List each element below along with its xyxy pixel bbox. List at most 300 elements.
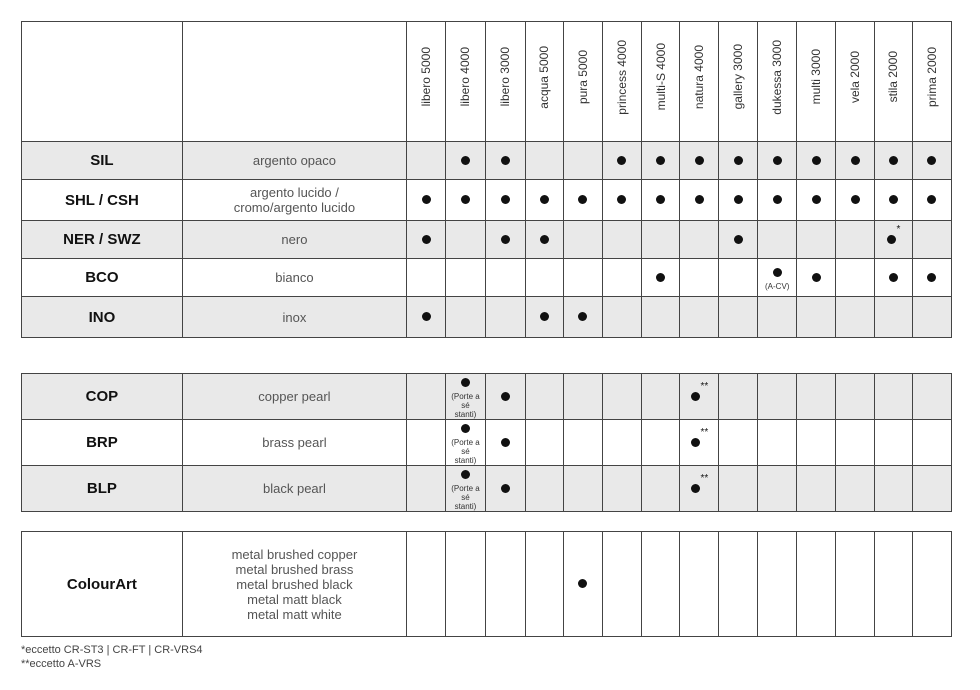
header-row (22, 22, 952, 142)
cell-note: (Porte a sé stanti) (451, 438, 480, 465)
cell-libero-3000 (485, 142, 525, 180)
dot-icon (501, 195, 510, 204)
cell-stila-2000 (875, 374, 913, 420)
footnotes (21, 643, 203, 671)
column-header-label: stila 2000 (886, 51, 901, 103)
cell-multi-3000 (797, 420, 836, 466)
cell-dukessa-3000 (758, 142, 797, 180)
table-row (22, 466, 952, 512)
column-header-label: gallery 3000 (731, 44, 746, 110)
availability-marker (691, 426, 709, 451)
dot-icon (501, 156, 510, 165)
column-header (797, 22, 836, 142)
description-line: cromo/argento lucido (233, 200, 356, 215)
cell-dukessa-3000 (758, 466, 797, 512)
cell-libero-3000 (485, 420, 525, 466)
availability-marker (422, 192, 431, 208)
cell-multi-3000 (797, 259, 836, 297)
dot-icon (578, 312, 587, 321)
cell-multi-3000 (797, 180, 836, 221)
dot-icon (617, 195, 626, 204)
finish-code: BCO (22, 259, 183, 297)
dot-icon (656, 195, 665, 204)
availability-marker (578, 309, 587, 325)
finish-table-standard (21, 21, 952, 338)
cell-multi-s-4000 (641, 374, 680, 420)
finish-description (182, 420, 406, 466)
cell-vela-2000 (836, 180, 875, 221)
cell-stila-2000 (875, 142, 913, 180)
cell-libero-3000 (485, 180, 525, 221)
availability-marker (540, 232, 549, 248)
cell-princess-4000 (602, 259, 641, 297)
cell-princess-4000 (602, 466, 641, 512)
cell-acqua-5000 (525, 259, 563, 297)
cell-libero-5000 (407, 532, 446, 637)
dot-icon (501, 438, 510, 447)
finish-code: NER / SWZ (22, 221, 183, 259)
cell-vela-2000 (836, 532, 875, 637)
availability-marker (461, 192, 470, 208)
dot-icon (691, 392, 700, 401)
dot-icon (773, 156, 782, 165)
cell-libero-4000 (446, 374, 486, 420)
cell-pura-5000 (563, 532, 602, 637)
description-line: copper pearl (258, 389, 331, 404)
cell-libero-4000 (446, 221, 486, 259)
finish-code: COP (22, 374, 183, 420)
cell-libero-5000 (407, 420, 446, 466)
cell-libero-4000 (446, 420, 486, 466)
dot-icon (461, 156, 470, 165)
dot-icon (851, 156, 860, 165)
availability-marker (501, 389, 510, 405)
dot-icon (734, 235, 743, 244)
cell-gallery-3000 (719, 142, 758, 180)
column-header-label: multi 3000 (809, 49, 824, 105)
availability-marker (889, 192, 898, 208)
description-line: nero (281, 232, 308, 247)
cell-libero-3000 (485, 297, 525, 338)
cell-pura-5000 (563, 142, 602, 180)
availability-marker (422, 309, 431, 325)
cell-multi-3000 (797, 142, 836, 180)
cell-princess-4000 (602, 142, 641, 180)
cell-libero-5000 (407, 221, 446, 259)
availability-marker (540, 309, 549, 325)
cell-gallery-3000 (719, 532, 758, 637)
cell-libero-4000 (446, 259, 486, 297)
availability-marker (461, 153, 470, 169)
description-line: bianco (275, 270, 314, 285)
table-row (22, 142, 952, 180)
column-header (875, 22, 913, 142)
cell-multi-3000 (797, 374, 836, 420)
dot-icon (656, 273, 665, 282)
cell-libero-5000 (407, 297, 446, 338)
availability-marker (656, 192, 665, 208)
cell-libero-5000 (407, 374, 446, 420)
cell-pura-5000 (563, 221, 602, 259)
description-line: argento lucido / (249, 185, 339, 200)
cell-multi-3000 (797, 297, 836, 338)
description-line: metal matt black (247, 591, 342, 607)
cell-prima-2000 (912, 466, 951, 512)
dot-icon (812, 195, 821, 204)
cell-pura-5000 (563, 259, 602, 297)
cell-gallery-3000 (719, 180, 758, 221)
dot-icon (578, 579, 587, 588)
dot-icon (773, 195, 782, 204)
cell-libero-5000 (407, 466, 446, 512)
cell-pura-5000 (563, 297, 602, 338)
description-line: metal brushed brass (235, 561, 354, 577)
cell-prima-2000 (912, 142, 951, 180)
cell-stila-2000 (875, 259, 913, 297)
cell-vela-2000 (836, 297, 875, 338)
cell-libero-3000 (485, 466, 525, 512)
availability-marker (812, 153, 821, 169)
cell-dukessa-3000 (758, 532, 797, 637)
cell-vela-2000 (836, 374, 875, 420)
cell-natura-4000 (680, 142, 719, 180)
finish-description (182, 466, 406, 512)
cell-natura-4000 (680, 221, 719, 259)
cell-acqua-5000 (525, 532, 563, 637)
cell-prima-2000 (912, 420, 951, 466)
finish-code: SIL (22, 142, 183, 180)
footnote-1: *eccetto CR-ST3 | CR-FT | CR-VRS4 (21, 644, 203, 656)
cell-multi-3000 (797, 221, 836, 259)
availability-marker (691, 380, 709, 405)
description-line: inox (282, 309, 307, 325)
description-line: metal brushed copper (231, 546, 358, 562)
finish-table-colourart (21, 531, 952, 637)
dot-icon (773, 268, 782, 277)
table-row (22, 420, 952, 466)
cell-gallery-3000 (719, 466, 758, 512)
dot-icon (422, 312, 431, 321)
cell-prima-2000 (912, 259, 951, 297)
cell-libero-3000 (485, 259, 525, 297)
finish-code: INO (22, 297, 183, 338)
footnote-mark: * (896, 223, 901, 235)
finish-table-pearl (21, 373, 952, 512)
dot-icon (422, 235, 431, 244)
description-line: metal matt white (247, 606, 342, 622)
cell-princess-4000 (602, 420, 641, 466)
cell-pura-5000 (563, 466, 602, 512)
cell-libero-3000 (485, 374, 525, 420)
dot-icon (501, 392, 510, 401)
column-header (719, 22, 758, 142)
cell-natura-4000 (680, 180, 719, 221)
cell-dukessa-3000 (758, 221, 797, 259)
cell-stila-2000 (875, 221, 913, 259)
availability-marker (501, 481, 510, 497)
cell-natura-4000 (680, 532, 719, 637)
cell-libero-5000 (407, 259, 446, 297)
availability-marker (578, 192, 587, 208)
cell-libero-4000 (446, 466, 486, 512)
availability-marker (446, 467, 485, 511)
availability-marker (889, 153, 898, 169)
dot-icon (851, 195, 860, 204)
cell-vela-2000 (836, 420, 875, 466)
availability-marker (422, 232, 431, 248)
description-line: argento opaco (252, 153, 336, 168)
cell-multi-s-4000 (641, 142, 680, 180)
finish-code: BRP (22, 420, 183, 466)
cell-gallery-3000 (719, 420, 758, 466)
cell-dukessa-3000 (758, 374, 797, 420)
availability-marker (501, 232, 510, 248)
cell-libero-3000 (485, 532, 525, 637)
availability-marker (812, 192, 821, 208)
availability-marker (765, 265, 789, 291)
dot-icon (734, 156, 743, 165)
availability-marker (851, 192, 860, 208)
column-header-label: dukessa 3000 (770, 39, 785, 115)
dot-icon (501, 235, 510, 244)
availability-marker (812, 270, 821, 286)
availability-marker (927, 153, 936, 169)
dot-icon (887, 235, 896, 244)
availability-marker (734, 192, 743, 208)
cell-acqua-5000 (525, 466, 563, 512)
column-header-label: princess 4000 (614, 39, 629, 115)
cell-acqua-5000 (525, 180, 563, 221)
dot-icon (461, 424, 470, 433)
cell-vela-2000 (836, 142, 875, 180)
cell-natura-4000 (680, 420, 719, 466)
header-empty-cell (22, 22, 183, 142)
cell-prima-2000 (912, 374, 951, 420)
cell-libero-5000 (407, 142, 446, 180)
availability-marker (501, 435, 510, 451)
cell-prima-2000 (912, 532, 951, 637)
finish-description (182, 259, 406, 297)
dot-icon (540, 312, 549, 321)
cell-princess-4000 (602, 374, 641, 420)
availability-marker (734, 232, 743, 248)
availability-marker (656, 270, 665, 286)
cell-princess-4000 (602, 532, 641, 637)
dot-icon (617, 156, 626, 165)
cell-vela-2000 (836, 221, 875, 259)
footnote-mark: ** (700, 380, 709, 392)
finish-description (182, 180, 406, 221)
dot-icon (889, 156, 898, 165)
cell-multi-s-4000 (641, 297, 680, 338)
dot-icon (540, 195, 549, 204)
availability-marker (501, 192, 510, 208)
cell-stila-2000 (875, 420, 913, 466)
cell-acqua-5000 (525, 221, 563, 259)
cell-natura-4000 (680, 466, 719, 512)
finish-description (182, 142, 406, 180)
column-header-label: prima 2000 (924, 46, 939, 108)
cell-libero-4000 (446, 180, 486, 221)
cell-multi-3000 (797, 466, 836, 512)
cell-pura-5000 (563, 374, 602, 420)
availability-marker (773, 153, 782, 169)
cell-dukessa-3000 (758, 420, 797, 466)
cell-princess-4000 (602, 297, 641, 338)
header-empty-cell (182, 22, 406, 142)
cell-gallery-3000 (719, 221, 758, 259)
dot-icon (889, 195, 898, 204)
column-header-label: pura 5000 (575, 49, 590, 105)
finish-description (182, 297, 406, 338)
availability-marker (927, 270, 936, 286)
finish-description (182, 374, 406, 420)
dot-icon (927, 195, 936, 204)
cell-prima-2000 (912, 297, 951, 338)
cell-acqua-5000 (525, 374, 563, 420)
dot-icon (691, 438, 700, 447)
cell-dukessa-3000 (758, 259, 797, 297)
availability-marker (540, 192, 549, 208)
cell-libero-3000 (485, 221, 525, 259)
cell-libero-4000 (446, 142, 486, 180)
cell-stila-2000 (875, 466, 913, 512)
cell-note: (Porte a sé stanti) (451, 484, 480, 511)
table-row (22, 259, 952, 297)
dot-icon (812, 273, 821, 282)
finish-description (182, 221, 406, 259)
cell-acqua-5000 (525, 297, 563, 338)
cell-dukessa-3000 (758, 297, 797, 338)
cell-gallery-3000 (719, 374, 758, 420)
finish-code: ColourArt (22, 532, 183, 637)
cell-vela-2000 (836, 259, 875, 297)
dot-icon (889, 273, 898, 282)
column-header-label: libero 5000 (419, 47, 434, 107)
column-header (602, 22, 641, 142)
column-header (563, 22, 602, 142)
column-header (446, 22, 486, 142)
availability-marker (578, 576, 587, 592)
cell-libero-4000 (446, 532, 486, 637)
dot-icon (691, 484, 700, 493)
cell-acqua-5000 (525, 420, 563, 466)
dot-icon (578, 195, 587, 204)
column-header (836, 22, 875, 142)
cell-multi-s-4000 (641, 466, 680, 512)
table-row (22, 297, 952, 338)
cell-stila-2000 (875, 180, 913, 221)
column-header-label: libero 4000 (458, 47, 473, 107)
dot-icon (461, 195, 470, 204)
cell-dukessa-3000 (758, 180, 797, 221)
availability-marker (691, 472, 709, 497)
column-header (525, 22, 563, 142)
cell-multi-s-4000 (641, 221, 680, 259)
availability-marker (656, 153, 665, 169)
cell-natura-4000 (680, 374, 719, 420)
cell-gallery-3000 (719, 259, 758, 297)
dot-icon (695, 156, 704, 165)
dot-icon (927, 156, 936, 165)
description-line: black pearl (263, 481, 326, 496)
cell-multi-s-4000 (641, 259, 680, 297)
availability-marker (617, 192, 626, 208)
column-header-label: libero 3000 (498, 47, 513, 107)
dot-icon (734, 195, 743, 204)
cell-prima-2000 (912, 221, 951, 259)
dot-icon (461, 470, 470, 479)
cell-libero-4000 (446, 297, 486, 338)
footnote-2: **eccetto A-VRS (21, 658, 102, 670)
cell-stila-2000 (875, 532, 913, 637)
column-header-label: acqua 5000 (537, 45, 552, 109)
dot-icon (812, 156, 821, 165)
footnote-mark: ** (700, 426, 709, 438)
column-header-label: natura 4000 (692, 44, 707, 110)
availability-marker (695, 153, 704, 169)
availability-marker (695, 192, 704, 208)
availability-marker (617, 153, 626, 169)
column-header (758, 22, 797, 142)
availability-marker (446, 421, 485, 465)
availability-marker (734, 153, 743, 169)
cell-note: (Porte a sé stanti) (451, 392, 480, 419)
dot-icon (461, 378, 470, 387)
column-header-label: vela 2000 (848, 50, 863, 104)
column-header (485, 22, 525, 142)
cell-prima-2000 (912, 180, 951, 221)
finish-description (182, 532, 406, 637)
table-row (22, 180, 952, 221)
cell-natura-4000 (680, 259, 719, 297)
table-row (22, 374, 952, 420)
column-header (912, 22, 951, 142)
footnote-mark: ** (700, 472, 709, 484)
cell-multi-s-4000 (641, 532, 680, 637)
availability-marker (851, 153, 860, 169)
dot-icon (540, 235, 549, 244)
availability-marker (501, 153, 510, 169)
dot-icon (927, 273, 936, 282)
cell-note: (A-CV) (765, 282, 790, 291)
availability-marker (887, 223, 901, 248)
cell-pura-5000 (563, 420, 602, 466)
cell-multi-s-4000 (641, 420, 680, 466)
cell-natura-4000 (680, 297, 719, 338)
availability-marker (773, 192, 782, 208)
column-header (680, 22, 719, 142)
dot-icon (656, 156, 665, 165)
column-header (407, 22, 446, 142)
availability-marker (927, 192, 936, 208)
dot-icon (501, 484, 510, 493)
cell-princess-4000 (602, 180, 641, 221)
cell-multi-s-4000 (641, 180, 680, 221)
column-header (641, 22, 680, 142)
dot-icon (422, 195, 431, 204)
description-line: metal brushed black (236, 576, 353, 592)
availability-marker (446, 375, 485, 419)
availability-marker (889, 270, 898, 286)
cell-stila-2000 (875, 297, 913, 338)
table-row (22, 221, 952, 259)
column-header-label: multi-S 4000 (653, 43, 668, 111)
cell-gallery-3000 (719, 297, 758, 338)
table-row (22, 532, 952, 637)
cell-princess-4000 (602, 221, 641, 259)
dot-icon (695, 195, 704, 204)
